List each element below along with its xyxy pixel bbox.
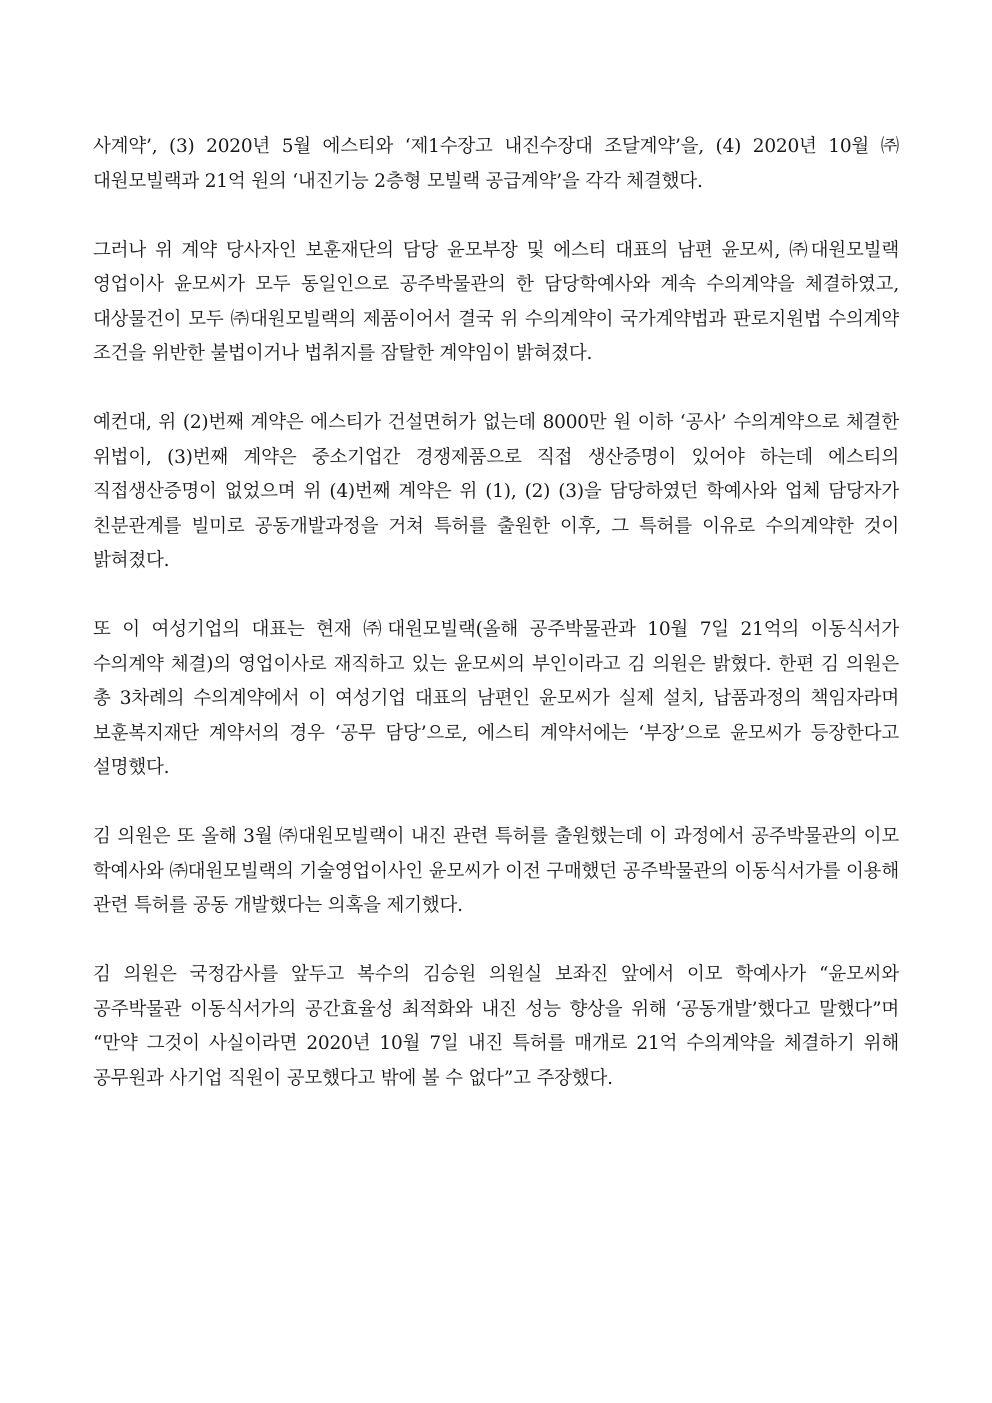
paragraph-contract-list-end: 사계약’, (3) 2020년 5월 에스티와 ‘제1수장고 내진수장대 조달계약’을, (4) 2020년 10월 ㈜대원모빌랙과 21억 원의 ‘내진기능 2층형 모빌랙 공급계약’을 각각 체결했다. <box>93 136 899 192</box>
paragraph-female-enterprise: 또 이 여성기업의 대표는 현재 ㈜대원모빌랙(올해 공주박물관과 10월 7일 21억의 이동식서가 수의계약 체결)의 영업이사로 재직하고 있는 윤모씨의 부인이라고 김 의원은 밝혔다. 한편 김 의원은 총 3차례의 수의계약에서 이 여성기업 대표의 남편인 윤모씨가 실제 설치, 납품과정의 책임자라며 보훈복지재단 계약서의 경우 ‘공무 담당’으로, 에스티 계약서에는 ‘부장’으로 윤모씨가 등장한다고 설명했다. <box>93 619 899 778</box>
paragraph-claim: 김 의원은 국정감사를 앞두고 복수의 김승원 의원실 보좌진 앞에서 이모 학예사가 “윤모씨와 공주박물관 이동식서가의 공간효율성 최적화와 내진 성능 향상을 위해 ‘공동개발’했다고 말했다”며 “만약 그것이 사실이라면 2020년 10월 7일 내진 특허를 매개로 21억 수의계약을 체결하기 위해 공무원과 사기업 직원이 공모했다고 밖에 볼 수 없다”고 주장했다. <box>93 964 899 1089</box>
paragraph-patent-suspicion: 김 의원은 또 올해 3월 ㈜대원모빌랙이 내진 관련 특허를 출원했는데 이 과정에서 공주박물관의 이모 학예사와 ㈜대원모빌랙의 기술영업이사인 윤모씨가 이전 구매했던 공주박물관의 이동식서가를 이용해 관련 특허를 공동 개발했다는 의혹을 제기했다. <box>93 826 899 916</box>
paragraph-same-person: 그러나 위 계약 당사자인 보훈재단의 담당 윤모부장 및 에스티 대표의 남편 윤모씨, ㈜대원모빌랙 영업이사 윤모씨가 모두 동일인으로 공주박물관의 한 담당학예사와 계속 수의계약을 체결하였고, 대상물건이 모두 ㈜대원모빌랙의 제품이어서 결국 위 수의계약이 국가계약법과 판로지원법 수의계약 조건을 위반한 불법이거나 법취지를 잠탈한 계약임이 밝혀졌다. <box>93 239 899 364</box>
paragraph-violations: 예컨대, 위 (2)번째 계약은 에스티가 건설면허가 없는데 8000만 원 이하 ‘공사’ 수의계약으로 체결한 위법이, (3)번째 계약은 중소기업간 경쟁제품으로 직접 생산증명이 있어야 하는데 에스티의 직접생산증명이 없었으며 위 (4)번째 계약은 위 (1), (2) (3)을 담당하였던 학예사와 업체 담당자가 친분관계를 빌미로 공동개발과정을 거쳐 특허를 출원한 이후, 그 특허를 이유로 수의계약한 것이 밝혀졌다. <box>93 412 899 571</box>
document-body <box>93 130 899 1131</box>
